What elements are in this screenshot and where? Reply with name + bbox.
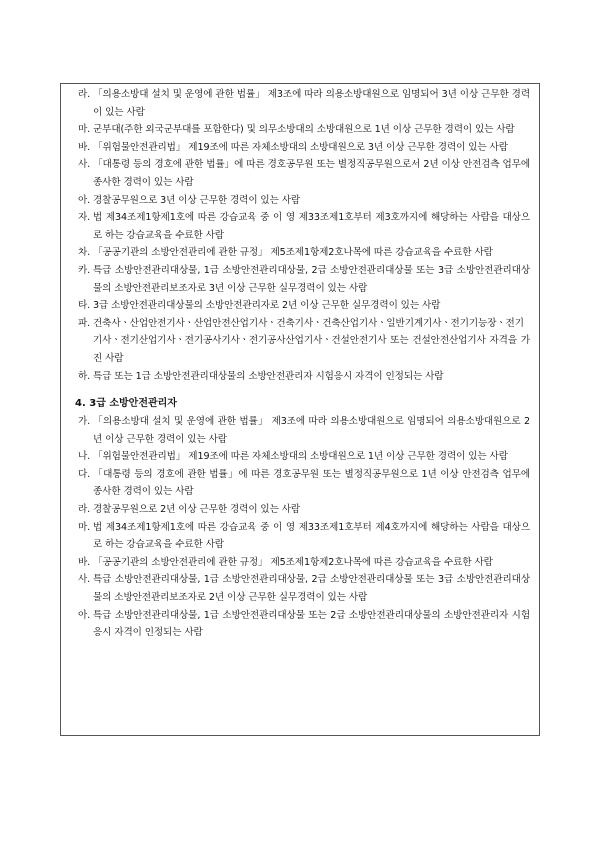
item-marker: 다. (78, 468, 91, 480)
item-marker: 타. (78, 300, 91, 312)
item-text: 군부대(주한 외국군부대를 포함한다) 및 의무소방대의 소방대원으로 1년 이상 근무한 경력이 있는 사람 (93, 124, 515, 136)
list-item (78, 519, 540, 554)
list-item (78, 571, 540, 606)
item-text: 「공공기관의 소방안전관리에 관한 규정」 제5조제1항제2호나목에 따른 강습교육을 수료한 사람 (93, 247, 493, 259)
item-text: 「대통령 등의 경호에 관한 법률」에 따른 경호공무원 또는 별정직공무원으로 1년 이상 안전검측 업무에 종사한 경력이 있는 사람 (93, 468, 530, 498)
item-marker: 차. (78, 247, 91, 259)
document-body (75, 86, 540, 642)
item-marker: 바. (78, 141, 91, 153)
item-marker: 라. (78, 504, 91, 516)
section-4-list (78, 413, 540, 642)
item-text: 건축사ㆍ산업안전기사ㆍ산업안전산업기사ㆍ건축기사ㆍ건축산업기사ㆍ일반기계기사ㆍ전기기능장ㆍ전기기사ㆍ전기산업기사ㆍ전기공사기사ㆍ전기공사산업기사ㆍ건설안전기사 또는 건설안전산업기사 자격을 가진 사람 (93, 317, 530, 364)
item-text: 「의용소방대 설치 및 운영에 관한 법률」 제3조에 따라 의용소방대원으로 임명되어 의용소방대원으로 2년 이상 근무한 경력이 있는 사람 (93, 416, 530, 445)
item-text: 법 제34조제1항제1호에 따른 강습교육 중 이 영 제33조제1호부터 제4호까지에 해당하는 사람을 대상으로 하는 강습교육을 수료한 사람 (93, 521, 530, 551)
list-item (78, 554, 540, 572)
list-item (78, 244, 540, 262)
item-marker: 사. (78, 159, 91, 171)
section-3-list (78, 86, 540, 385)
item-text: 「대통령 등의 경호에 관한 법률」에 따른 경호공무원 또는 별정직공무원으로서 2년 이상 안전검측 업무에 종사한 경력이 있는 사람 (93, 159, 530, 188)
list-item (78, 156, 540, 191)
item-marker: 카. (78, 264, 91, 276)
item-marker: 아. (78, 194, 91, 206)
item-marker: 사. (78, 574, 91, 586)
list-item (78, 297, 540, 315)
item-marker: 아. (78, 609, 91, 621)
list-item (78, 262, 540, 297)
list-item (78, 466, 540, 501)
item-text: 특급 소방안전관리대상물, 1급 소방안전관리대상물, 2급 소방안전관리대상물 또는 3급 소방안전관리대상물의 소방안전관리보조자로 2년 이상 근무한 실무경력이 있는 사람 (93, 574, 530, 604)
list-item (78, 448, 540, 466)
item-marker: 자. (78, 212, 91, 224)
item-text: 「위험물안전관리법」 제19조에 따른 자체소방대의 소방대원으로 3년 이상 근무한 경력이 있는 사람 (93, 141, 508, 153)
item-text: 경찰공무원으로 2년 이상 근무한 경력이 있는 사람 (93, 504, 301, 516)
item-marker: 가. (78, 416, 91, 428)
item-marker: 파. (78, 317, 91, 329)
item-text: 특급 소방안전관리대상물, 1급 소방안전관리대상물, 2급 소방안전관리대상물 또는 3급 소방안전관리대상물의 소방안전관리보조자로 3년 이상 근무한 실무경력이 있는 사람 (93, 264, 530, 294)
item-marker: 하. (78, 370, 91, 382)
list-item (78, 209, 540, 244)
item-marker: 나. (78, 451, 91, 463)
list-item (78, 607, 540, 642)
list-item (78, 413, 540, 448)
item-text: 「위험물안전관리법」 제19조에 따른 자체소방대의 소방대원으로 1년 이상 근무한 경력이 있는 사람 (93, 451, 508, 463)
list-item (78, 121, 540, 139)
item-marker: 라. (78, 89, 91, 100)
item-text: 특급 소방안전관리대상물, 1급 소방안전관리대상물 또는 2급 소방안전관리대상물의 소방안전관리자 시험응시 자격이 인정되는 사람 (93, 609, 530, 639)
item-text: 법 제34조제1항제1호에 따른 강습교육 중 이 영 제33조제1호부터 제3호까지에 해당하는 사람을 대상으로 하는 강습교육을 수료한 사람 (93, 212, 530, 241)
item-text: 3급 소방안전관리대상물의 소방안전관리자로 2년 이상 근무한 실무경력이 있는 사람 (93, 300, 441, 312)
item-marker: 마. (78, 124, 91, 136)
list-item (78, 86, 540, 121)
list-item (78, 192, 540, 210)
item-text: 「공공기관의 소방안전관리에 관한 규정」 제5조제1항제2호나목에 따른 강습교육을 수료한 사람 (93, 556, 493, 568)
item-text: 특급 또는 1급 소방안전관리대상물의 소방안전관리자 시험응시 자격이 인정되는 사람 (93, 370, 444, 382)
list-item (78, 501, 540, 519)
list-item (78, 139, 540, 157)
list-item (78, 315, 540, 368)
item-text: 「의용소방대 설치 및 운영에 관한 법률」 제3조에 따라 의용소방대원으로 임명되어 3년 이상 근무한 경력이 있는 사람 (93, 89, 530, 118)
item-marker: 바. (78, 556, 91, 568)
list-item (78, 368, 540, 386)
item-marker: 마. (78, 521, 91, 533)
item-text: 경찰공무원으로 3년 이상 근무한 경력이 있는 사람 (93, 194, 301, 206)
section-4-title: 4. 3급 소방안전관리자 (75, 398, 177, 410)
